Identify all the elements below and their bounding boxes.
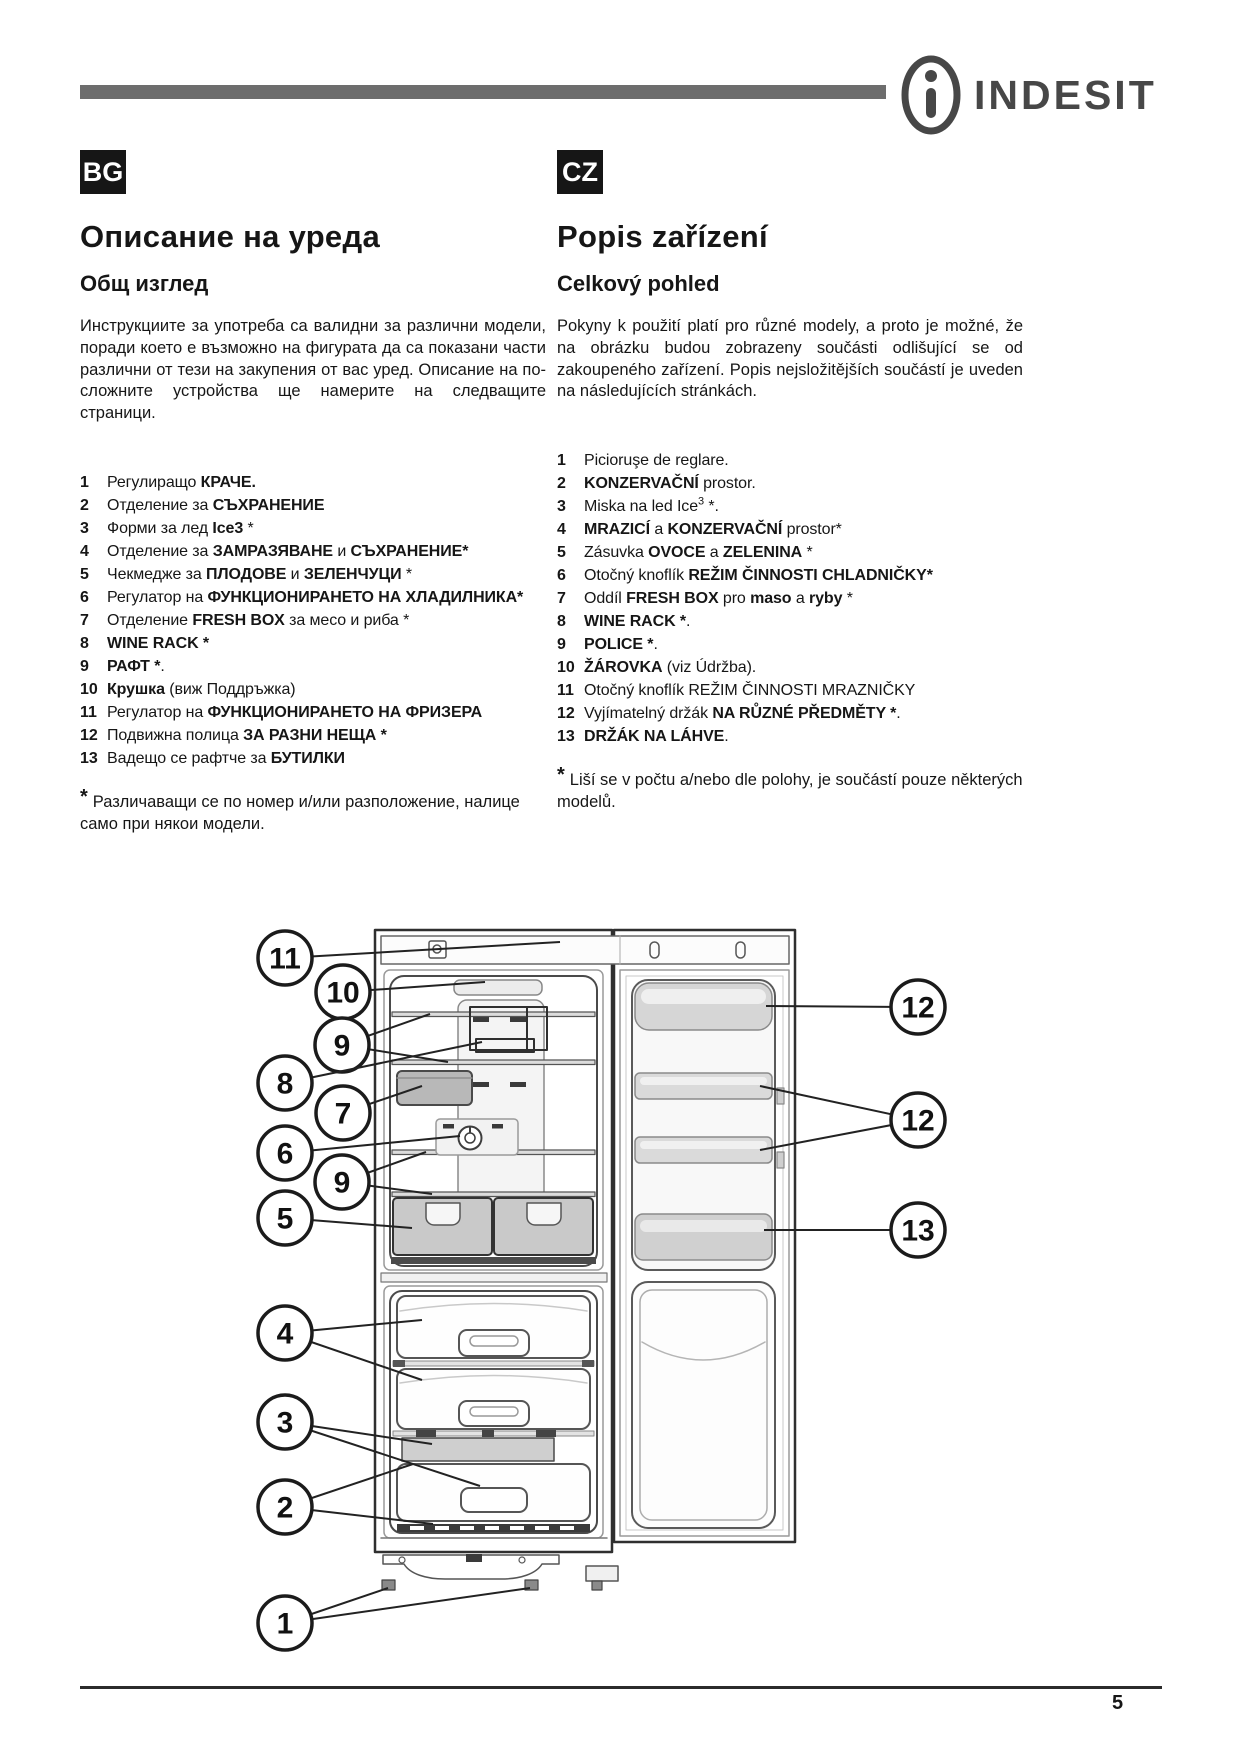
intro-paragraph-cz: Pokyny k použití platí pro různé modely, a proto je možné, že na obrázku budou zobrazeny součásti odlišující se od zakoupeného zařízení. Popis nejsložitějších součástí je uveden na následujících stránkách. xyxy=(557,317,1023,401)
callout-10 xyxy=(316,965,370,1019)
footnote-text: Liší se v počtu a/nebo dle polohy, je součástí pouze některých modelů. xyxy=(557,771,1023,812)
parts-list-item xyxy=(557,472,1023,495)
item-text: Крушка (виж Поддръжка) xyxy=(107,681,296,699)
footer-rule xyxy=(80,1686,1162,1689)
parts-list-item xyxy=(557,564,1023,587)
brand-logo xyxy=(900,54,1157,136)
item-text: Otočný knoflík REŽIM ČINNOSTI CHLADNIČKY* xyxy=(584,567,933,585)
parts-list-item xyxy=(80,678,546,701)
item-text: Vyjímatelný držák NA RŮZNÉ PŘEDMĚTY *. xyxy=(584,705,901,723)
item-text: Регулатор на ФУНКЦИОНИРАНЕТО НА ФРИЗЕРА xyxy=(107,704,483,722)
item-number: 10 xyxy=(557,659,575,677)
item-number: 7 xyxy=(80,612,89,630)
parts-list-item xyxy=(557,656,1023,679)
callout-6 xyxy=(258,1126,312,1180)
lang-badge-bg: BG xyxy=(80,150,126,194)
item-number: 3 xyxy=(80,520,89,538)
item-text: WINE RACK * xyxy=(107,635,210,653)
page-number: 5 xyxy=(1112,1692,1124,1714)
section-subtitle-cz: Celkový pohled xyxy=(557,271,720,297)
item-number: 10 xyxy=(80,681,98,699)
svg-text:13: 13 xyxy=(901,1214,935,1248)
svg-text:4: 4 xyxy=(276,1317,294,1351)
item-number: 11 xyxy=(557,682,574,700)
item-number: 8 xyxy=(80,635,89,653)
callout-11 xyxy=(258,931,312,985)
page-title-cz: Popis zařízení xyxy=(557,219,768,254)
item-number: 3 xyxy=(557,498,566,516)
item-text: Otočný knoflík REŽIM ČINNOSTI MRAZNIČKY xyxy=(584,682,916,700)
parts-list-item xyxy=(557,541,1023,564)
item-number: 13 xyxy=(80,750,98,768)
item-text: Регулиращо КРАЧЕ. xyxy=(107,474,256,492)
callout-2 xyxy=(258,1480,312,1534)
item-text: Отделение FRESH BOX за месо и риба * xyxy=(107,612,410,630)
item-text: Oddíl FRESH BOX pro maso a ryby * xyxy=(584,590,853,608)
footnote-asterisk: * xyxy=(557,764,565,787)
svg-text:9: 9 xyxy=(333,1166,351,1200)
parts-list-item xyxy=(80,724,546,747)
parts-list-cz xyxy=(557,449,1023,748)
parts-list-item xyxy=(80,494,546,517)
svg-text:5: 5 xyxy=(276,1202,294,1236)
svg-text:9: 9 xyxy=(333,1029,351,1063)
item-number: 12 xyxy=(80,727,98,745)
parts-list-item xyxy=(557,725,1023,748)
parts-list-item xyxy=(80,632,546,655)
footnote-cz xyxy=(557,764,1023,813)
indesit-logo-icon xyxy=(900,54,962,136)
item-text: WINE RACK *. xyxy=(584,613,691,631)
svg-text:11: 11 xyxy=(269,942,301,976)
parts-list-item xyxy=(80,517,546,540)
item-text: Форми за лед Ice3 * xyxy=(107,520,254,538)
footnote-asterisk: * xyxy=(80,786,88,809)
callout-1 xyxy=(258,1596,312,1650)
item-number: 5 xyxy=(80,566,89,584)
item-text: KONZERVAČNÍ prostor. xyxy=(584,475,756,493)
item-text: DRŽÁK NA LÁHVE. xyxy=(584,728,729,746)
item-number: 4 xyxy=(80,543,89,561)
item-number: 2 xyxy=(80,497,89,515)
item-text: ŽÁROVKA (viz Údržba). xyxy=(584,659,757,677)
svg-text:10: 10 xyxy=(326,976,360,1010)
footnote-bg xyxy=(80,786,546,835)
footnote-text: Различаващи се по номер и/или разположение, налице само при някои модели. xyxy=(80,793,520,834)
callout-12 xyxy=(891,980,945,1034)
item-text: Zásuvka OVOCE a ZELENINA * xyxy=(584,544,813,562)
parts-list-item xyxy=(557,702,1023,725)
parts-list-item xyxy=(557,587,1023,610)
fridge-diagram xyxy=(230,830,970,1660)
callout-13 xyxy=(891,1203,945,1257)
svg-text:12: 12 xyxy=(901,1104,935,1138)
item-number: 9 xyxy=(557,636,566,654)
svg-text:2: 2 xyxy=(276,1491,294,1525)
parts-list-item xyxy=(80,540,546,563)
callout-8 xyxy=(258,1056,312,1110)
item-text: Вадещо се рафтче за БУТИЛКИ xyxy=(107,750,345,768)
item-text: MRAZICÍ a KONZERVAČNÍ prostor* xyxy=(584,521,842,539)
item-number: 4 xyxy=(557,521,566,539)
parts-list-item xyxy=(80,471,546,494)
parts-list-item xyxy=(80,747,546,770)
item-text: РАФТ *. xyxy=(107,658,165,676)
item-number: 11 xyxy=(80,704,97,722)
parts-list-item xyxy=(557,518,1023,541)
svg-text:6: 6 xyxy=(276,1137,294,1171)
parts-list-item xyxy=(557,449,1023,472)
svg-text:3: 3 xyxy=(276,1406,294,1440)
item-number: 5 xyxy=(557,544,566,562)
item-text: Регулатор на ФУНКЦИОНИРАНЕТО НА ХЛАДИЛНИКА* xyxy=(107,589,524,607)
parts-list-item xyxy=(80,701,546,724)
item-number: 13 xyxy=(557,728,575,746)
parts-list-item xyxy=(557,495,1023,518)
callout-9 xyxy=(315,1155,369,1209)
svg-text:12: 12 xyxy=(901,991,935,1025)
item-text: Picioruşe de reglare. xyxy=(584,452,729,470)
page-title-bg: Описание на уреда xyxy=(80,219,380,254)
leader-line-1 xyxy=(285,1588,530,1623)
item-number: 1 xyxy=(80,474,89,492)
parts-list-item xyxy=(557,633,1023,656)
parts-list-item xyxy=(80,609,546,632)
parts-list-item xyxy=(557,679,1023,702)
callout-12 xyxy=(891,1093,945,1147)
brand-name: INDESIT xyxy=(974,71,1157,118)
item-number: 8 xyxy=(557,613,566,631)
intro-paragraph-bg: Инструкциите за употреба са валидни за различни модели, поради което е възможно на фигурата да са показани части различни от тези на закупения от вас уред. Описание на по-сложните устройства ще намерите на следващите страници. xyxy=(80,317,546,423)
callout-9 xyxy=(315,1018,369,1072)
item-number: 7 xyxy=(557,590,566,608)
item-text: Miska na led Ice$^3$ *. xyxy=(584,495,719,516)
callout-5 xyxy=(258,1191,312,1245)
item-text: Подвижна полица ЗА РАЗНИ НЕЩА * xyxy=(107,727,387,745)
parts-list-item xyxy=(80,655,546,678)
parts-list-item xyxy=(557,610,1023,633)
item-text: Отделение за СЪХРАНЕНИЕ xyxy=(107,497,325,515)
item-number: 1 xyxy=(557,452,566,470)
item-number: 6 xyxy=(80,589,89,607)
item-number: 2 xyxy=(557,475,566,493)
item-text: POLICE *. xyxy=(584,636,658,654)
callout-4 xyxy=(258,1306,312,1360)
section-subtitle-bg: Общ изглед xyxy=(80,271,209,297)
header-rule xyxy=(80,85,886,99)
svg-text:1: 1 xyxy=(276,1607,294,1641)
lang-badge-cz: CZ xyxy=(557,150,603,194)
parts-list-item xyxy=(80,586,546,609)
callout-3 xyxy=(258,1395,312,1449)
svg-text:7: 7 xyxy=(334,1097,352,1131)
column-bg xyxy=(80,150,546,835)
callout-7 xyxy=(316,1086,370,1140)
parts-list-bg xyxy=(80,471,546,770)
item-number: 9 xyxy=(80,658,89,676)
item-number: 6 xyxy=(557,567,566,585)
parts-list-item xyxy=(80,563,546,586)
item-text: Чекмедже за ПЛОДОВЕ и ЗЕЛЕНЧУЦИ * xyxy=(107,566,412,584)
fridge-illustration xyxy=(230,830,970,1660)
item-number: 12 xyxy=(557,705,575,723)
column-cz xyxy=(557,150,1023,813)
item-text: Отделение за ЗАМРАЗЯВАНЕ и СЪХРАНЕНИЕ* xyxy=(107,543,469,561)
svg-text:8: 8 xyxy=(276,1067,294,1101)
